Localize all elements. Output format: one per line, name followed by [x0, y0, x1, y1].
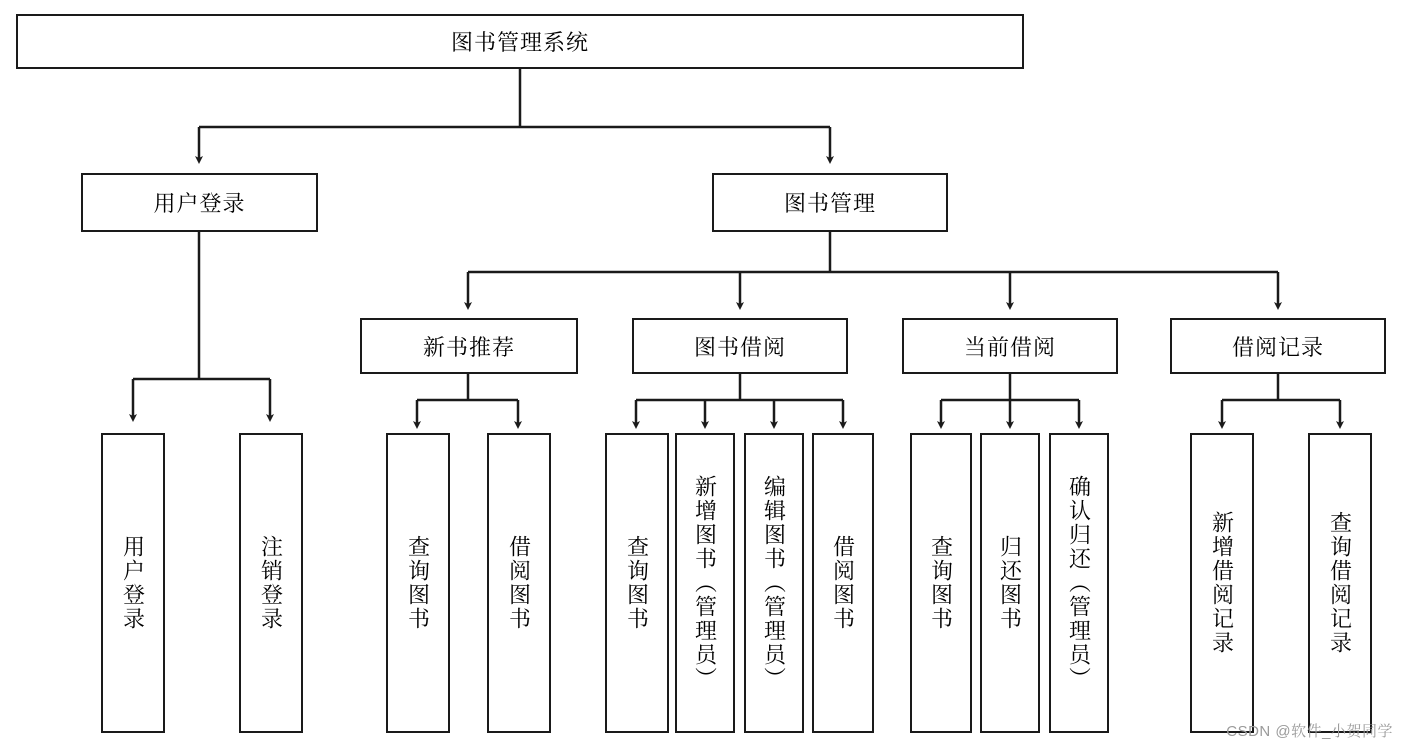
node-borrow-record[interactable]: 借阅记录 [1170, 318, 1386, 374]
leaf-user-login[interactable]: 用户登录 [101, 433, 165, 733]
leaf-borrow-book-recommend[interactable]: 借阅图书 [487, 433, 551, 733]
leaf-logout-login[interactable]: 注销登录 [239, 433, 303, 733]
leaf-query-borrow-record[interactable]: 查询借阅记录 [1308, 433, 1372, 733]
node-current-borrow[interactable]: 当前借阅 [902, 318, 1118, 374]
leaf-edit-book[interactable]: 编辑图书（管理员） [744, 433, 804, 733]
node-user-login[interactable]: 用户登录 [81, 173, 318, 232]
leaf-add-book[interactable]: 新增图书（管理员） [675, 433, 735, 733]
leaf-query-book-current[interactable]: 查询图书 [910, 433, 972, 733]
leaf-confirm-return[interactable]: 确认归还（管理员） [1049, 433, 1109, 733]
node-new-book-recommend[interactable]: 新书推荐 [360, 318, 578, 374]
node-root[interactable]: 图书管理系统 [16, 14, 1024, 69]
node-book-borrow[interactable]: 图书借阅 [632, 318, 848, 374]
node-book-management[interactable]: 图书管理 [712, 173, 948, 232]
leaf-return-book[interactable]: 归还图书 [980, 433, 1040, 733]
leaf-query-book-borrow[interactable]: 查询图书 [605, 433, 669, 733]
watermark: CSDN @软件_小贺同学 [1226, 723, 1393, 740]
leaf-borrow-book[interactable]: 借阅图书 [812, 433, 874, 733]
leaf-query-book-recommend[interactable]: 查询图书 [386, 433, 450, 733]
leaf-add-borrow-record[interactable]: 新增借阅记录 [1190, 433, 1254, 733]
